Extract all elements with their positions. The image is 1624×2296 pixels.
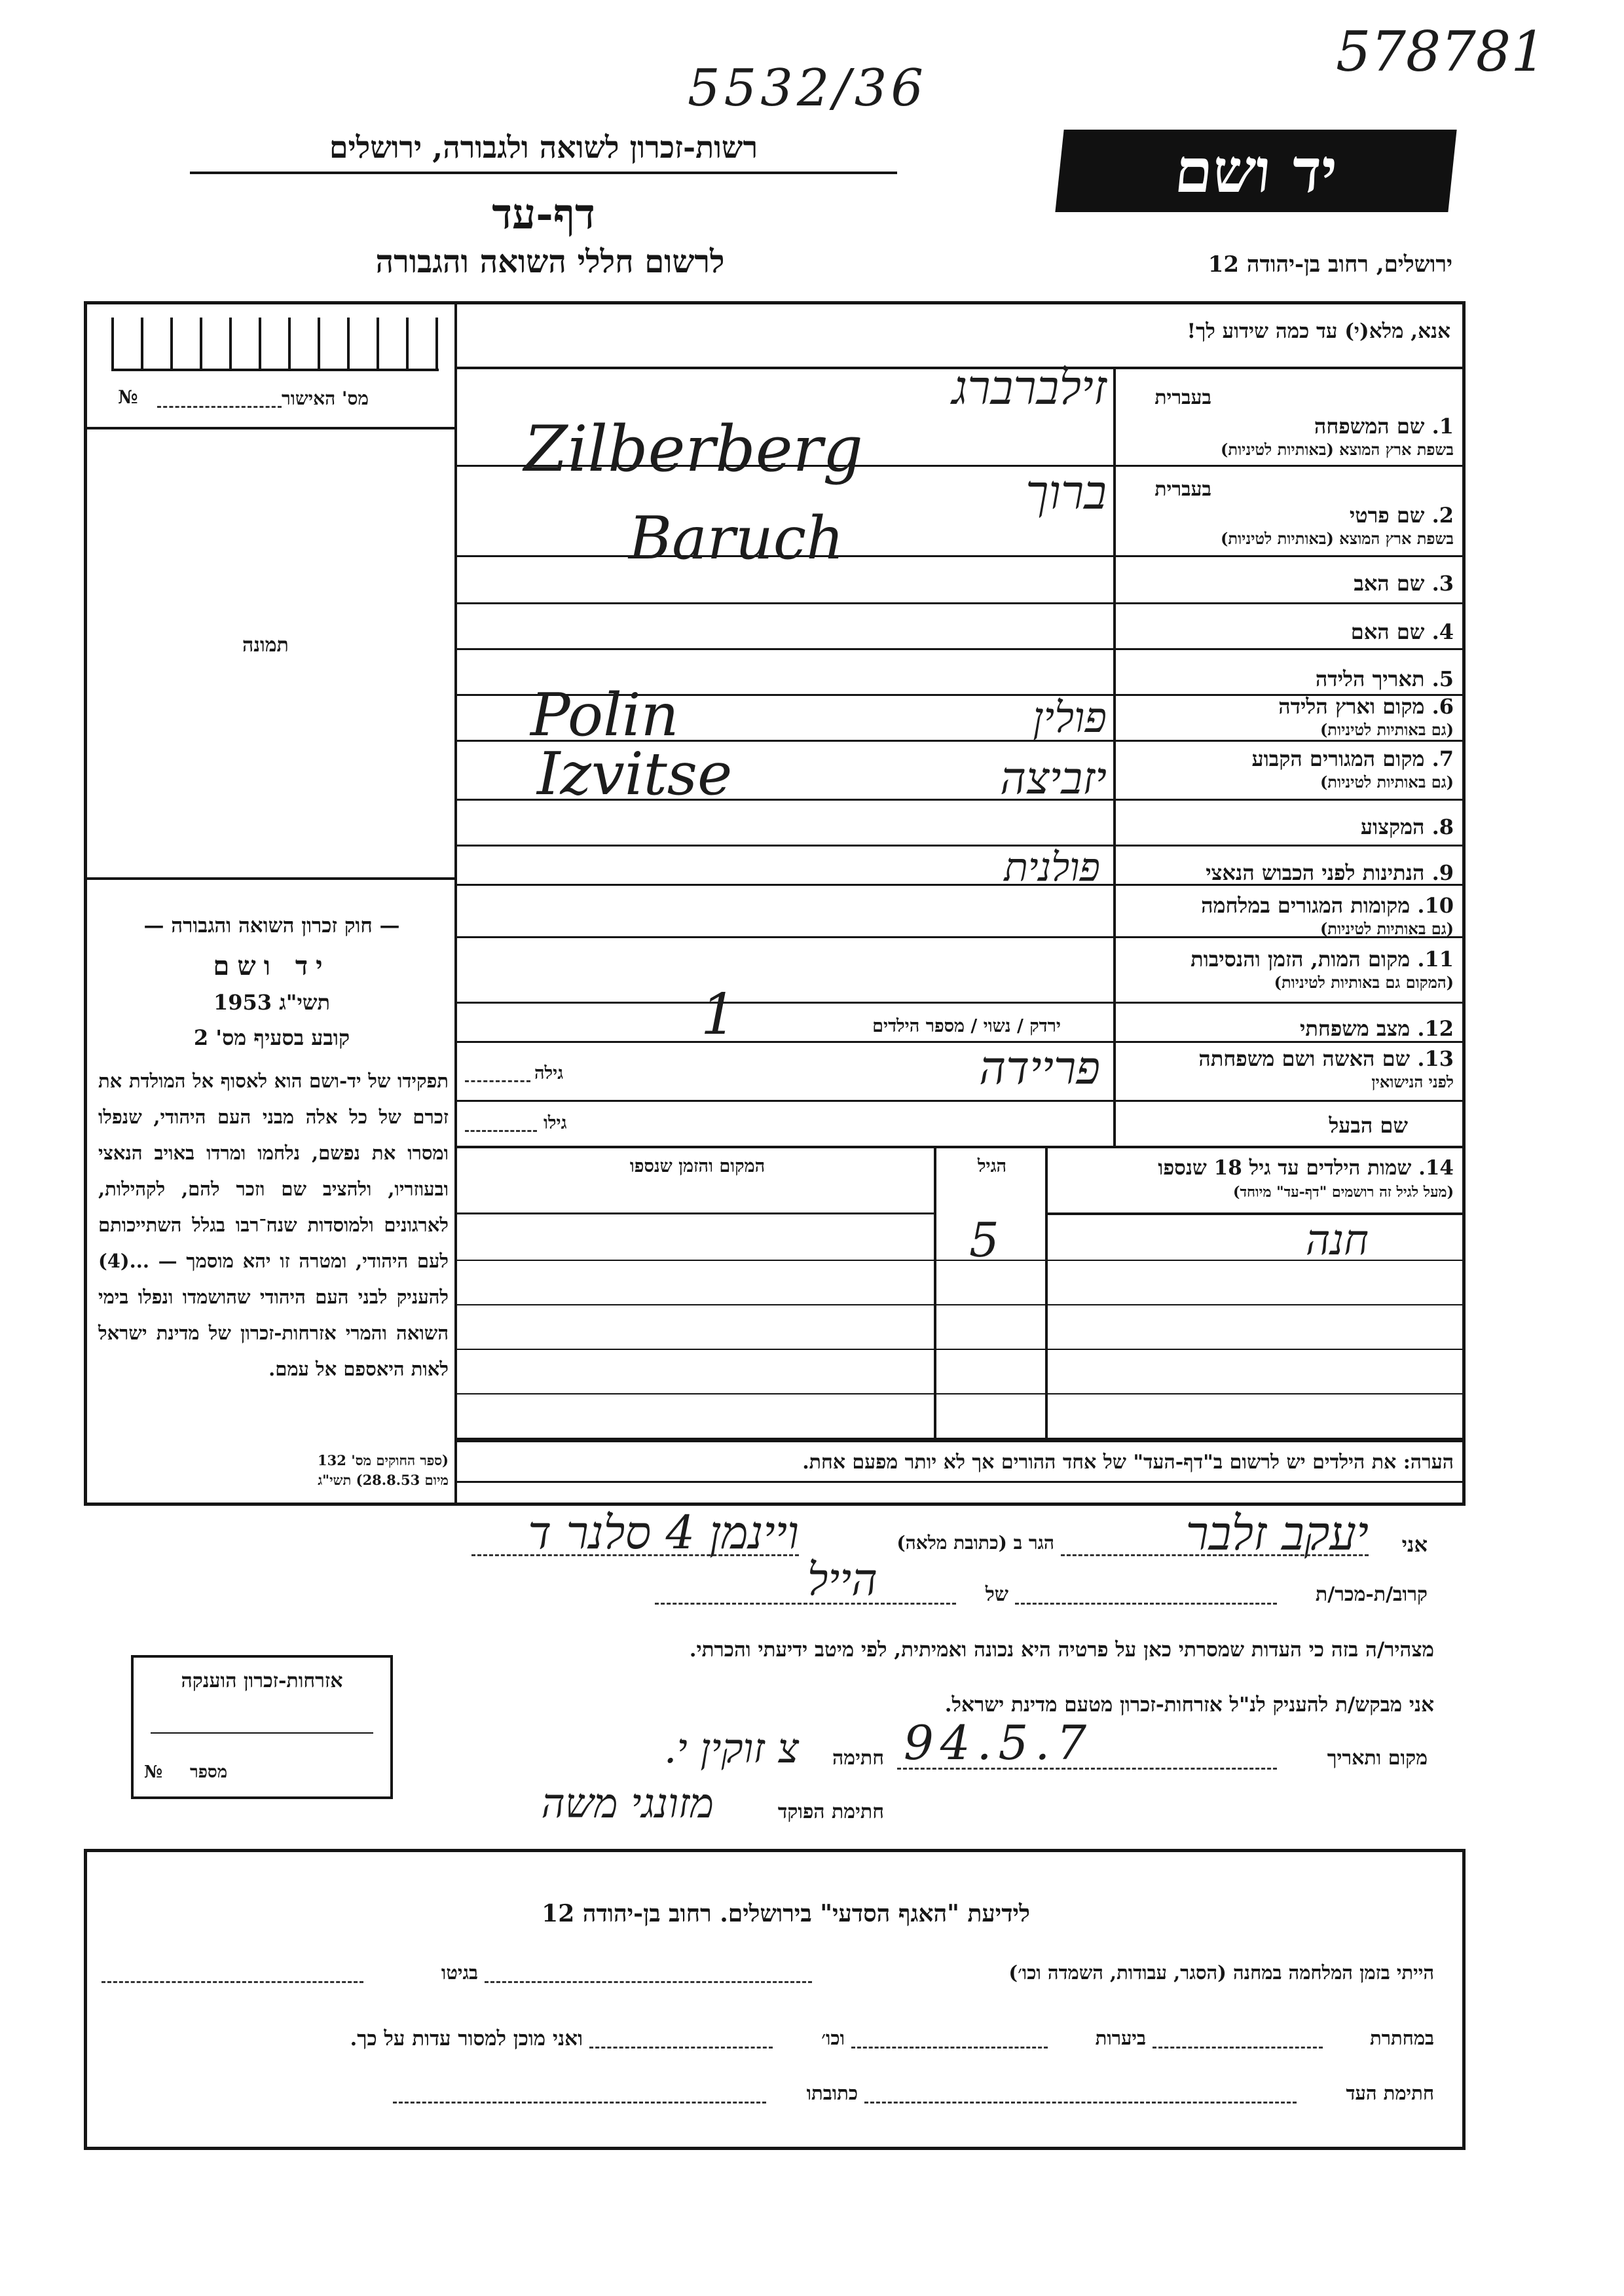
- children-row-divider: [454, 1304, 1466, 1305]
- field-row-divider: [454, 648, 1466, 650]
- footer-line2-b: ביערות: [1095, 2027, 1146, 2049]
- child-age-value[interactable]: 5: [969, 1212, 999, 1267]
- children-col-age: הגיל: [977, 1156, 1007, 1176]
- law-name: יד ושם: [213, 951, 331, 981]
- children-sub: (מעל לגיל זה רושמים "דף-עד" מיוחד): [1233, 1184, 1454, 1201]
- footer-frame: [84, 1849, 1466, 2150]
- field-9-label: 9. הנתינות לפני הכבוש הנאצי: [1206, 860, 1454, 885]
- surname-hebrew-value[interactable]: זילברברג: [951, 360, 1107, 415]
- field-1-hebrew-tag: בעברית: [1154, 386, 1211, 409]
- field-6-label: 6. מקום וארץ הלידה: [1278, 694, 1454, 719]
- yad-vashem-logo: יד ושם: [1055, 130, 1456, 212]
- officer-signature-value[interactable]: מזונגי משה: [541, 1779, 714, 1827]
- instructions: אנא, מלא(י) עד כמה שידוע לך!: [1187, 319, 1450, 343]
- request-text: אני מבקש/ת להעניק לנ"ל אזרחות-זכרון מטעם מדינת ישראל.: [944, 1693, 1434, 1717]
- field-2-sub: בשפת ארץ המוצא (באותיות לטיניות): [1221, 529, 1454, 548]
- footer-title: לידיעת "האגף הסדעי" בירושלים. רחוב בן-יהודה 12: [542, 1900, 1030, 1927]
- declarant-i-label: אני: [1401, 1532, 1428, 1557]
- field-5-label: 5. תאריך הלידה: [1315, 666, 1454, 691]
- children-row-divider: [454, 1349, 1466, 1350]
- birthplace-latin-value[interactable]: Polin: [530, 681, 679, 750]
- field-10-sub: (גם באותיות לטיניות): [1320, 919, 1454, 938]
- children-col-place: המקום והזמן שנספו: [629, 1156, 766, 1176]
- footer-line2-a: במחתרת: [1370, 2027, 1434, 2049]
- field-row-divider: [454, 1002, 1466, 1004]
- children-label: 14. שמות הילדים עד גיל 18 שנספו: [1158, 1156, 1454, 1180]
- wife-age-label: גילה: [534, 1063, 564, 1084]
- field-6-sub: (גם באותיות לטיניות): [1320, 720, 1454, 739]
- declarant-address-value[interactable]: ויינמן 4 סלנר ד: [528, 1506, 799, 1559]
- declarant-name-value[interactable]: יעקב זלבר: [1185, 1506, 1369, 1561]
- field-husband-label: שם הבעל: [1329, 1113, 1408, 1138]
- field-11-label: 11. מקום המות, הזמן והנסיבות: [1190, 947, 1454, 972]
- field-2-hebrew-tag: בעברית: [1154, 478, 1211, 501]
- signature-label: חתימה: [832, 1747, 884, 1770]
- field-7-label: 7. מקום המגורים הקבוע: [1251, 746, 1454, 771]
- footer-line2-c: וכו׳: [821, 2027, 845, 2049]
- field-7-sub: (גם באותיות לטיניות): [1320, 773, 1454, 792]
- law-text: תפקידו של יד-ושם הוא לאסוף אל המולדת את זכרם של כל אלה מבני העם היהודי, שנפלו ומסרו את נפשם, נלחמו ומרדו באויב הנאצי ובעוזריו, ולהציב שם וזכר להם, לקהילות, לארגונים ולמוסדות שנח־רבו בגלל השתייכותם לעם היהודי, ומטרה זו יהא מוסמך — ...(4) להעניק לבני העם היהודי שהושמדו ונפלו בימי השואה והמרי אזרחות-זכרון של מדינת ישראל לאות היאספם אל עמם.: [98, 1070, 449, 1380]
- law-ref-2: מיום 28.8.53) תשי"ג: [318, 1472, 449, 1488]
- memorial-box-title: אזרחות-זכרון הוענקה: [181, 1669, 343, 1692]
- residence-hebrew-value[interactable]: יזביצה: [1000, 753, 1107, 805]
- field-1-label: 1. שם המשפחה: [1314, 414, 1454, 439]
- memorial-box-number-sign: №: [144, 1762, 163, 1782]
- wife-name-value[interactable]: פריידה: [979, 1041, 1100, 1095]
- field-3-label: 3. שם האב: [1354, 571, 1454, 596]
- law-year: תשי"ג 1953: [213, 990, 330, 1015]
- approval-number-label: מס' האישור: [282, 388, 369, 409]
- approval-number-boxes: [111, 318, 439, 371]
- nationality-value[interactable]: פולנית: [1004, 845, 1100, 890]
- field-row-divider: [454, 555, 1466, 557]
- marital-status-options: ירדק / נשוי / מספר הילדים: [872, 1016, 1061, 1036]
- field-1-sub: בשפת ארץ המוצא (באותיות לטיניות): [1221, 440, 1454, 459]
- husband-age-label: גילו: [544, 1113, 567, 1133]
- relation-label: קרוב/ת-מכר/ת: [1315, 1583, 1428, 1606]
- form-title: דף-עד: [492, 190, 595, 239]
- firstname-latin-value[interactable]: Baruch: [629, 504, 845, 573]
- children-count-value[interactable]: 1: [701, 982, 737, 1048]
- declarant-residing-label: הגר ב (כתובת מלאה): [896, 1532, 1054, 1554]
- page-number: 578781: [1336, 20, 1546, 84]
- memorial-box-number-label: מספר: [190, 1762, 228, 1782]
- photo-label: תמונה: [242, 634, 289, 657]
- field-13-label: 13. שם האשה ושם משפחתה: [1198, 1046, 1454, 1071]
- footer-line1-b: בגיטו: [441, 1961, 478, 1984]
- field-10-label: 10. מקומות המגורים במלחמה: [1201, 893, 1454, 918]
- surname-latin-value[interactable]: Zilberberg: [524, 412, 863, 486]
- field-row-divider: [454, 602, 1466, 604]
- institution-name: רשות-זכרון לשואה ולגבורה, ירושלים: [329, 130, 758, 165]
- footer-line2-d: ואני מוכן למסור עדות על כך.: [350, 2027, 583, 2050]
- field-12-label: 12. מצב משפחתי: [1300, 1016, 1454, 1041]
- archive-number: 5532/36: [688, 59, 928, 118]
- law-clause: קובע בסעיף מס' 2: [193, 1025, 350, 1050]
- law-title: — חוק זכרון השואה והגבורה —: [143, 914, 400, 938]
- field-2-label: 2. שם פרטי: [1349, 503, 1454, 528]
- place-date-value[interactable]: 94.5.7: [904, 1715, 1094, 1770]
- child-name-value[interactable]: חנה: [1305, 1216, 1369, 1265]
- place-date-label: מקום ותאריך: [1327, 1747, 1428, 1770]
- relation-value[interactable]: הייל: [807, 1554, 877, 1606]
- field-row-divider: [454, 1100, 1466, 1102]
- footer-line3-b: כתובתו: [806, 2082, 858, 2104]
- birthplace-hebrew-value[interactable]: פולין: [1033, 694, 1107, 742]
- residence-latin-value[interactable]: Izvitse: [537, 740, 733, 809]
- note: הערה: את הילדים יש לרשום ב"דף-העד" של אחד ההורים אך לא יותר מפעם אחת.: [802, 1451, 1454, 1474]
- field-11-sub: (המקום גם באותיות לטיניות): [1274, 973, 1454, 992]
- approval-number-sign: №: [118, 386, 138, 408]
- children-row-divider: [454, 1393, 1466, 1394]
- footer-line3-a: חתימת העד: [1346, 2082, 1434, 2104]
- declaration-text: מצהיר/ה בזה כי העדות שמסרתי כאן על פרטיה היא נכונה ואמיתית, לפי מיטב ידיעתי והכרתי.: [689, 1638, 1434, 1662]
- officer-signature-label: חתימת הפוקד: [777, 1800, 884, 1823]
- field-8-label: 8. המקצוע: [1360, 814, 1454, 839]
- law-ref-1: (ספר החוקים מס' 132: [318, 1452, 449, 1468]
- field-13-sub: לפני הנישואין: [1371, 1072, 1454, 1091]
- firstname-hebrew-value[interactable]: ברוך: [1025, 465, 1107, 520]
- header-address: ירושלים, רחוב בן-יהודה 12: [1208, 251, 1452, 278]
- footer-line1-a: הייתי בזמן המלחמה במחנה (הסגר, עבודות, השמדה וכו׳): [1008, 1961, 1434, 1984]
- form-subtitle: לרשום חללי השואה והגבורה: [375, 244, 725, 280]
- of-label: של: [985, 1583, 1008, 1606]
- field-4-label: 4. שם האם: [1350, 619, 1454, 644]
- signature-value[interactable]: צ זוקין י.: [663, 1724, 799, 1772]
